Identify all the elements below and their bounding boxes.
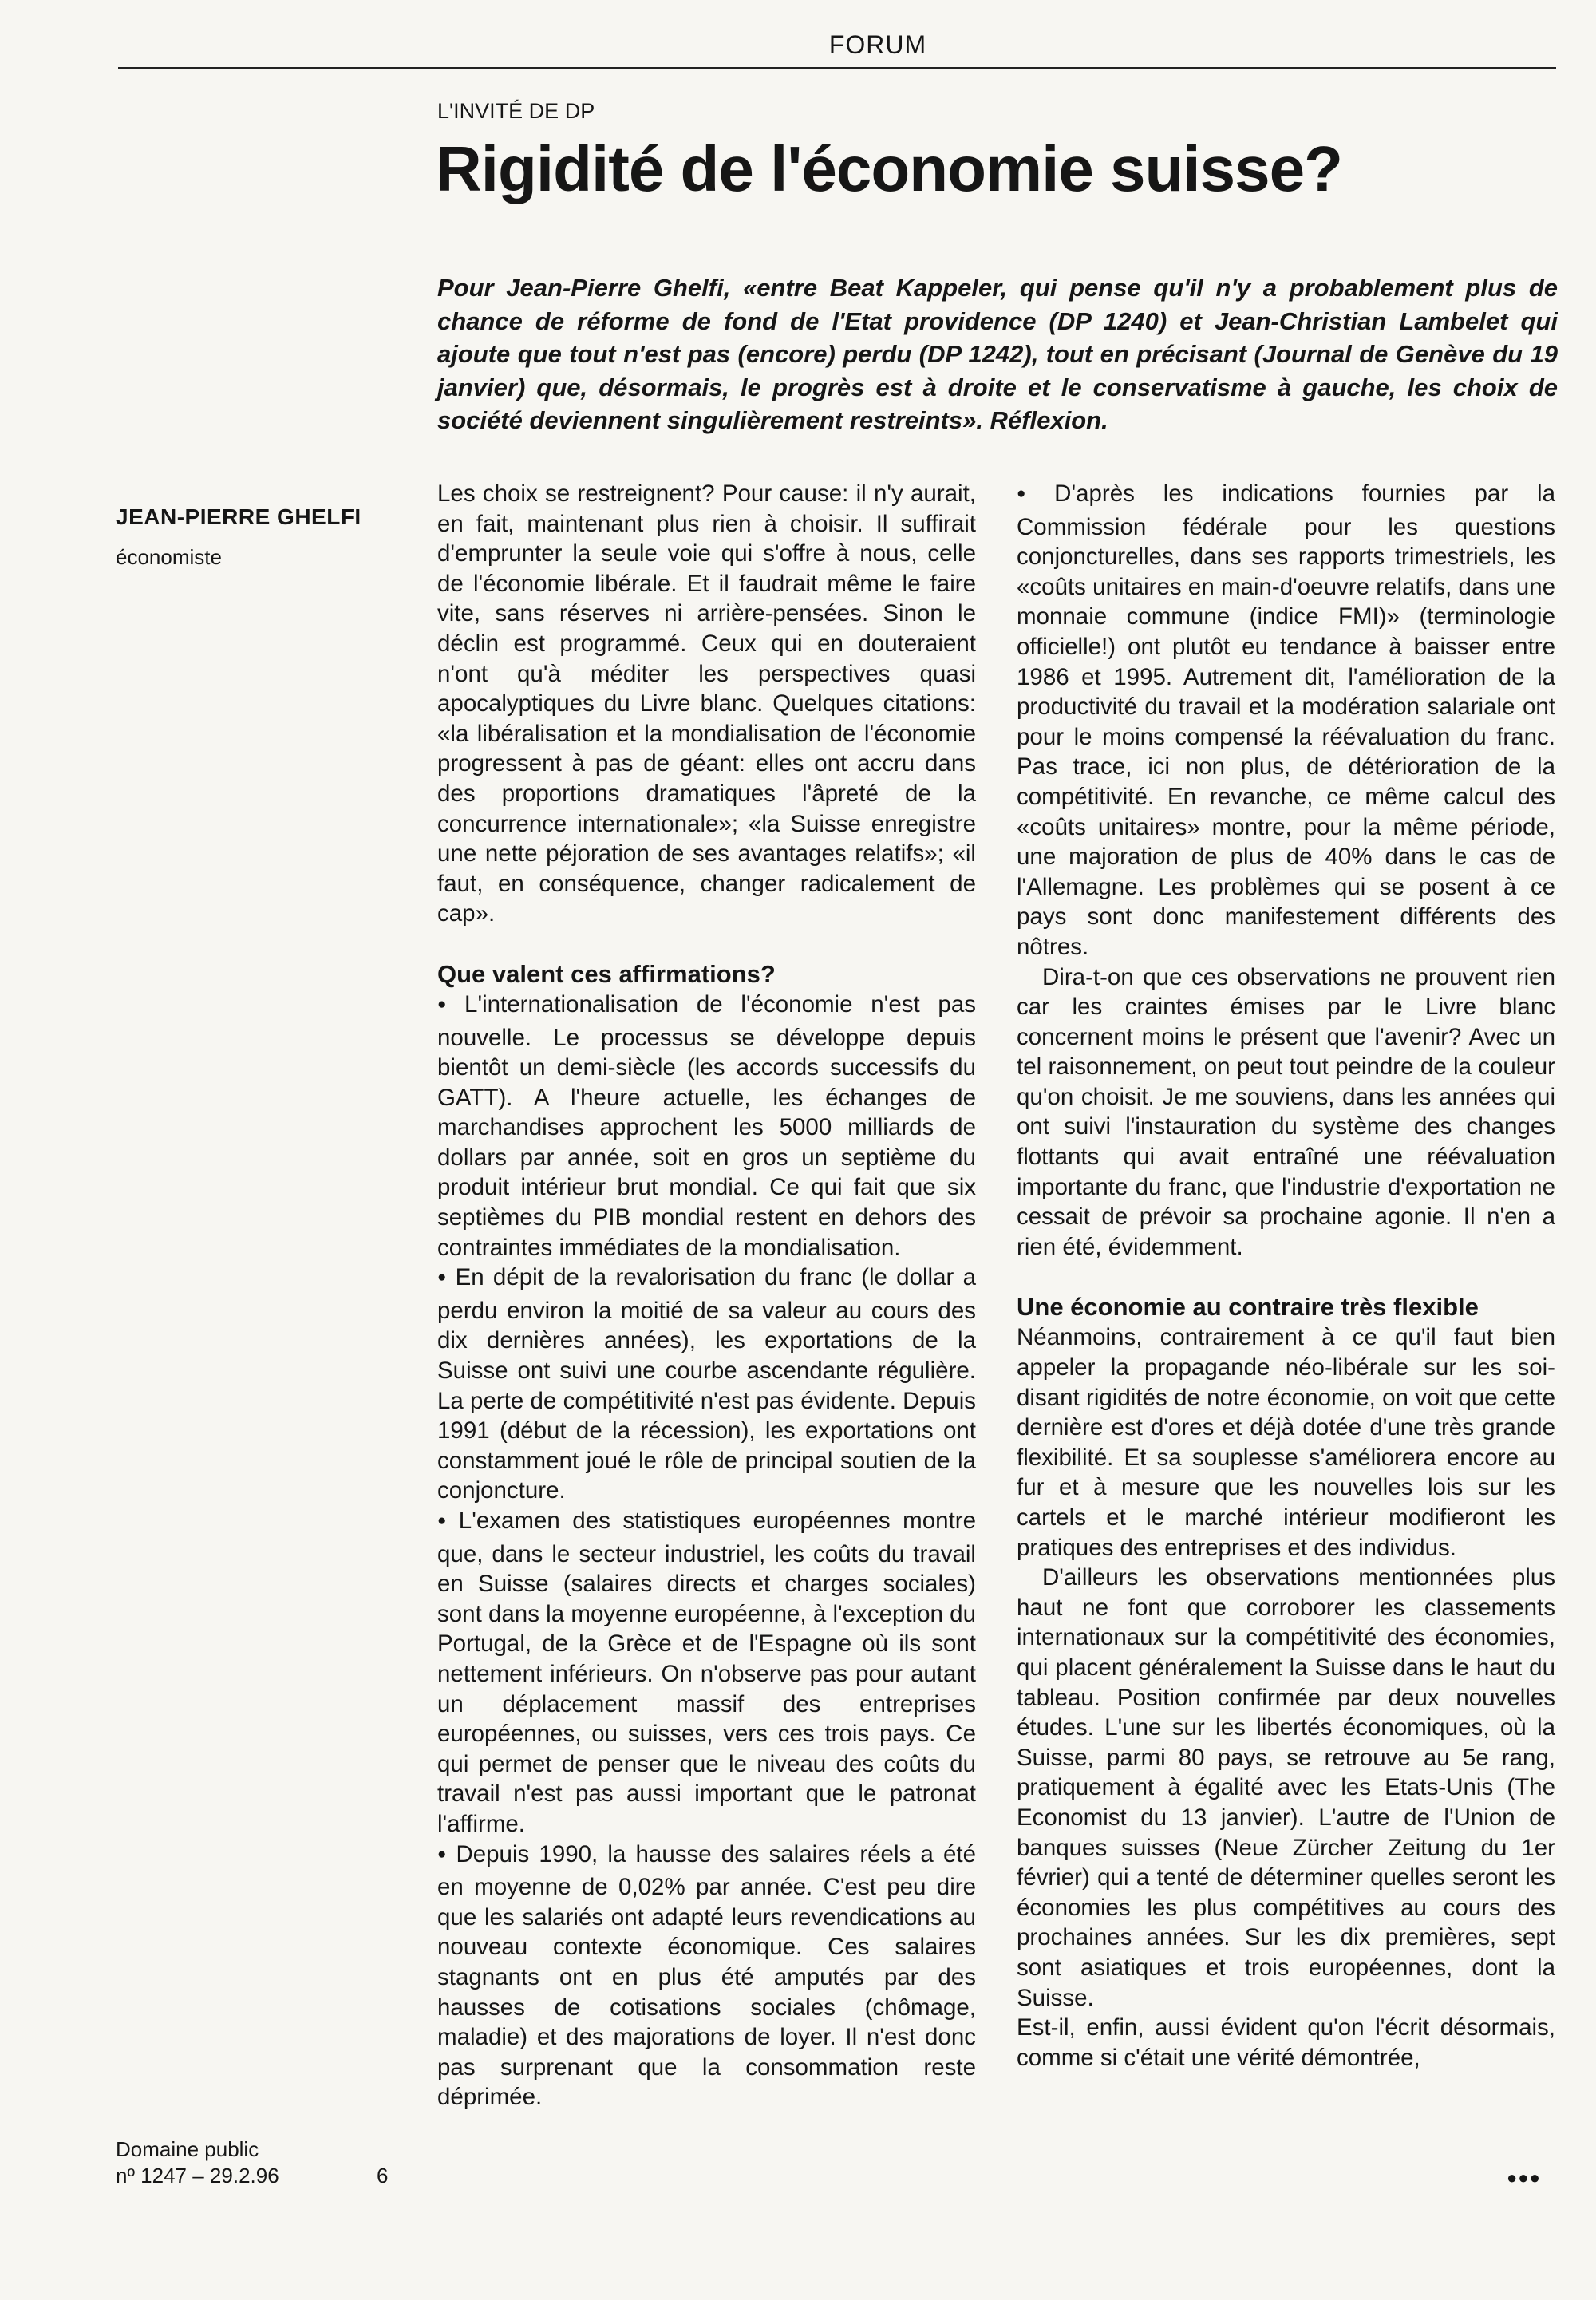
- bullet-paragraph: ● D'après les indications fournies par la Commission fédérale pour les questions conjoncturelles, dans ses rapports trimestriels, les «coûts unitaires en main-d'oeuvre relatifs, dans une monnaie commune (indice FMI)» (terminologie officielle!) ont plutôt eu tendance à baisser entre 1986 et 1995. Autrement dit, l'amélioration de la productivité du travail et la modération salariale ont pour le moins compensé la réévaluation du franc. Pas trace, ici non plus, de détérioration de la compétitivité. En revanche, ce même calcul des «coûts unitaires» montre, pour la même période, une majoration de plus de 40% dans le cas de l'Allemagne. Les problèmes qui se posent à ce pays sont donc manifestement différents des nôtres.: [1017, 479, 1555, 962]
- body-paragraph: Est-il, enfin, aussi évident qu'on l'écrit désormais, comme si c'était une vérité démontrée,: [1017, 2014, 1555, 2071]
- body-paragraph: Néanmoins, contrairement à ce qu'il faut bien appeler la propagande néo-libérale sur les soi-disant rigidités de notre économie, on voit que cette dernière est d'ores et déjà dotée d'une très grande flexibilité. Et sa souplesse s'améliorera encore au fur et à mesure que les nouvelles lois sur les cartels et le marché intérieur modifieront les pratiques des entreprises et des individus.: [1017, 1324, 1555, 1561]
- body-paragraph: Les choix se restreignent? Pour cause: il n'y aurait, en fait, maintenant plus rien à choisir. Il suffirait d'emprunter la seule voie qui s'offre à nous, celle de l'économie libérale. Et il faudrait même le faire vite, sans réserves ni arrière-pensées. Sinon le déclin est programmé. Ceux qui en douteraient n'ont qu'à méditer les perspectives quasi apocalyptiques du Livre blanc. Quelques citations: «la libéralisation et la mondialisation de l'économie progressent à pas de géant: elles ont accru dans des proportions dramatiques l'âpreté de la concurrence internationale»; «la Suisse enregistre une nette péjoration de ses avantages relatifs»; «il faut, en conséquence, changer radicalement de cap».: [437, 480, 976, 927]
- article-kicker: L'INVITÉ DE DP: [437, 99, 595, 123]
- section-heading: Que valent ces affirmations?: [437, 959, 776, 988]
- bullet-paragraph: ● L'internationalisation de l'économie n'est pas nouvelle. Le processus se développe depuis bientôt un demi-siècle (les accords successifs du GATT). A l'heure actuelle, les échanges de marchandises approchent les 5000 milliards de dollars par année, soit en gros un septième du produit intérieur brut mondial. Ce qui fait que six septièmes du PIB mondial restent en dehors des contraintes immédiates de la mondialisation.: [437, 990, 976, 1263]
- bullet-paragraph: ● Depuis 1990, la hausse des salaires réels a été en moyenne de 0,02% par année. C'est peu dire que les salariés ont adapté leurs revendications au nouveau contexte économique. Ces salaires stagnants ont en plus été amputés par des hausses de cotisations sociales (chômage, maladie) et des majorations de loyer. Il n'est donc pas surprenant que la consommation reste déprimée.: [437, 1840, 976, 2112]
- bullet-paragraph: ● En dépit de la revalorisation du franc (le dollar a perdu environ la moitié de sa valeur au cours des dix dernières années), les exportations de la Suisse ont suivi une courbe ascendante régulière. La perte de compétitivité n'est pas évidente. Depuis 1991 (début de la récession), les exportations ont constamment joué le rôle de principal soutien de la conjoncture.: [437, 1263, 976, 1506]
- page-number: 6: [377, 2164, 389, 2187]
- article-column-2: [1017, 479, 1555, 2073]
- body-paragraph: Dira-t-on que ces observations ne prouvent rien car les craintes émises par le Livre blanc concernent moins le présent que l'avenir? Avec un tel raisonnement, on peut tout peindre de la couleur qu'on choisit. Je me souviens, dans les années qui ont suivi l'instauration du système des changes flottants qui avait entraîné une réévaluation importante du franc, que l'industrie d'exportation ne cessait de prévoir sa prochaine agonie. Il n'en a rien été, évidemment.: [1017, 963, 1555, 1260]
- header-rule: [118, 67, 1556, 69]
- article-column-1: [437, 479, 976, 2112]
- issue-info: nº 1247 – 29.2.96: [116, 2164, 279, 2187]
- bullet-paragraph: ● L'examen des statistiques européennes montre que, dans le secteur industriel, les coûts du travail en Suisse (salaires directs et charges sociales) sont dans la moyenne européenne, à l'exception du Portugal, de la Grèce et de l'Espagne où ils sont nettement inférieurs. On n'observe pas pour autant un déplacement massif des entreprises européennes, ou suisses, vers ces trois pays. Ce qui permet de penser que le niveau des coûts du travail n'est pas aussi important que le patronat l'affirme.: [437, 1506, 976, 1840]
- article-lede: Pour Jean-Pierre Ghelfi, «entre Beat Kappeler, qui pense qu'il n'y a probablement plus de chance de réforme de fond de l'Etat providence (DP 1240) et Jean-Christian Lambelet qui ajoute que tout n'est pas (encore) perdu (DP 1242), tout en précisant (Journal de Genève du 19 janvier) que, désormais, le progrès est à droite et le conservatisme à gauche, les choix de société deviennent singulièrement restreints». Réflexion.: [437, 274, 1558, 434]
- author-name: JEAN-PIERRE GHELFI: [116, 504, 361, 529]
- section-label: FORUM: [828, 30, 927, 59]
- article-title: Rigidité de l'économie suisse?: [436, 133, 1342, 204]
- publication-name: Domaine public: [116, 2137, 259, 2161]
- continued-dots-icon: ●●●: [1507, 2168, 1541, 2187]
- author-role: économiste: [116, 545, 222, 569]
- section-heading: Une économie au contraire très flexible: [1017, 1293, 1479, 1322]
- body-paragraph: D'ailleurs les observations mentionnées plus haut ne font que corroborer les classements internationaux sur la compétitivité des économies, qui placent généralement la Suisse dans le haut du tableau. Position confirmée par deux nouvelles études. L'une sur les libertés économiques, où la Suisse, parmi 80 pays, se retrouve au 5e rang, pratiquement à égalité avec les Etats-Unis (The Economist du 13 janvier). L'autre de l'Union de banques suisses (Neue Zürcher Zeitung du 1er février) qui a tenté de déterminer quelles seront les économies les plus compétitives au cours des prochaines années. Sur les dix premières, sept sont asiatiques et trois européennes, dont la Suisse.: [1017, 1564, 1555, 2011]
